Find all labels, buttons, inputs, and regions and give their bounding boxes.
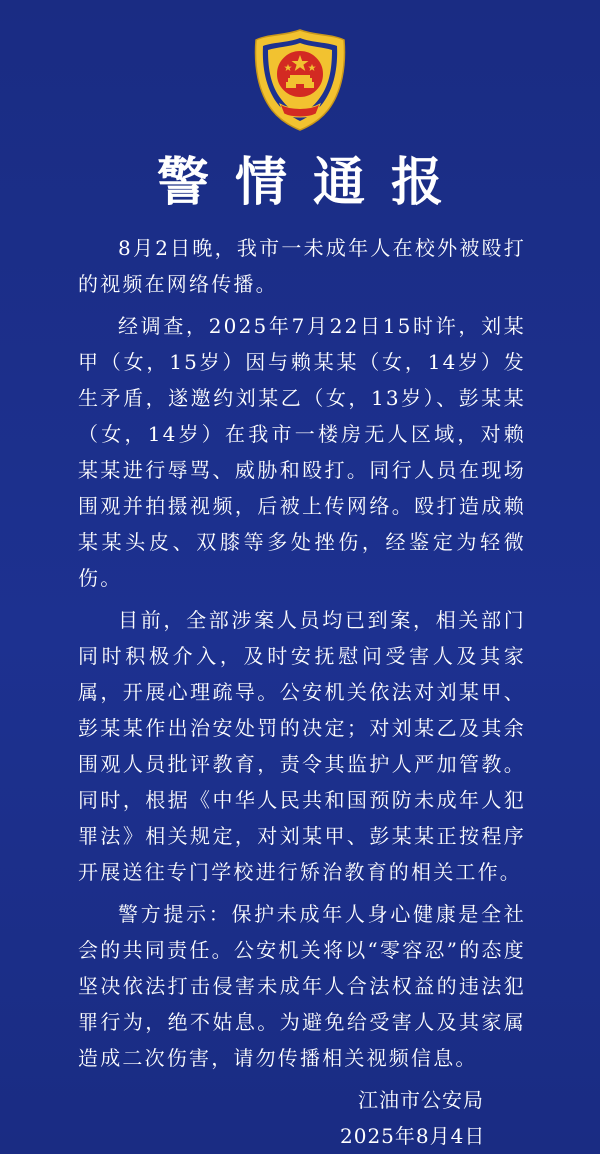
paragraph-incident: 8月2日晚，我市一未成年人在校外被殴打的视频在网络传播。 — [78, 236, 526, 296]
paragraph-police-reminder: 警方提示：保护未成年人身心健康是全社会的共同责任。公安机关将以“零容忍”的态度坚决依法打击侵害未成年人合法权益的违法犯罪行为，绝不姑息。为避免给受害人及其家属造成二次伤害，请勿传播相关视频信息。 — [78, 902, 526, 1070]
notice-body — [78, 230, 526, 1082]
issue-date: 2025年8月4日 — [340, 1124, 486, 1148]
notice-title: 警情通报 — [156, 153, 469, 213]
paragraph-handling: 目前，全部涉案人员均已到案，相关部门同时积极介入，及时安抚慰问受害人及其家属，开展心理疏导。公安机关依法对刘某甲、彭某某作出治安处罚的决定；对刘某乙及其余围观人员批评教育，责令其监护人严加管教。同时，根据《中华人民共和国预防未成年人犯罪法》相关规定，对刘某甲、彭某某正按程序开展送往专门学校进行矫治教育的相关工作。 — [78, 608, 526, 884]
police-emblem-icon — [250, 26, 350, 132]
issuing-organization: 江油市公安局 — [358, 1088, 484, 1112]
signature-block — [340, 1082, 530, 1154]
paragraph-investigation: 经调查，2025年7月22日15时许，刘某甲（女，15岁）因与赖某某（女，14岁）发生矛盾，遂邀约刘某乙（女，13岁）、彭某某（女，14岁）在我市一楼房无人区域，对赖某某进行辱骂、威胁和殴打。同行人员在现场围观并拍摄视频，后被上传网络。殴打造成赖某某头皮、双膝等多处挫伤，经鉴定为轻微伤。 — [78, 314, 526, 590]
